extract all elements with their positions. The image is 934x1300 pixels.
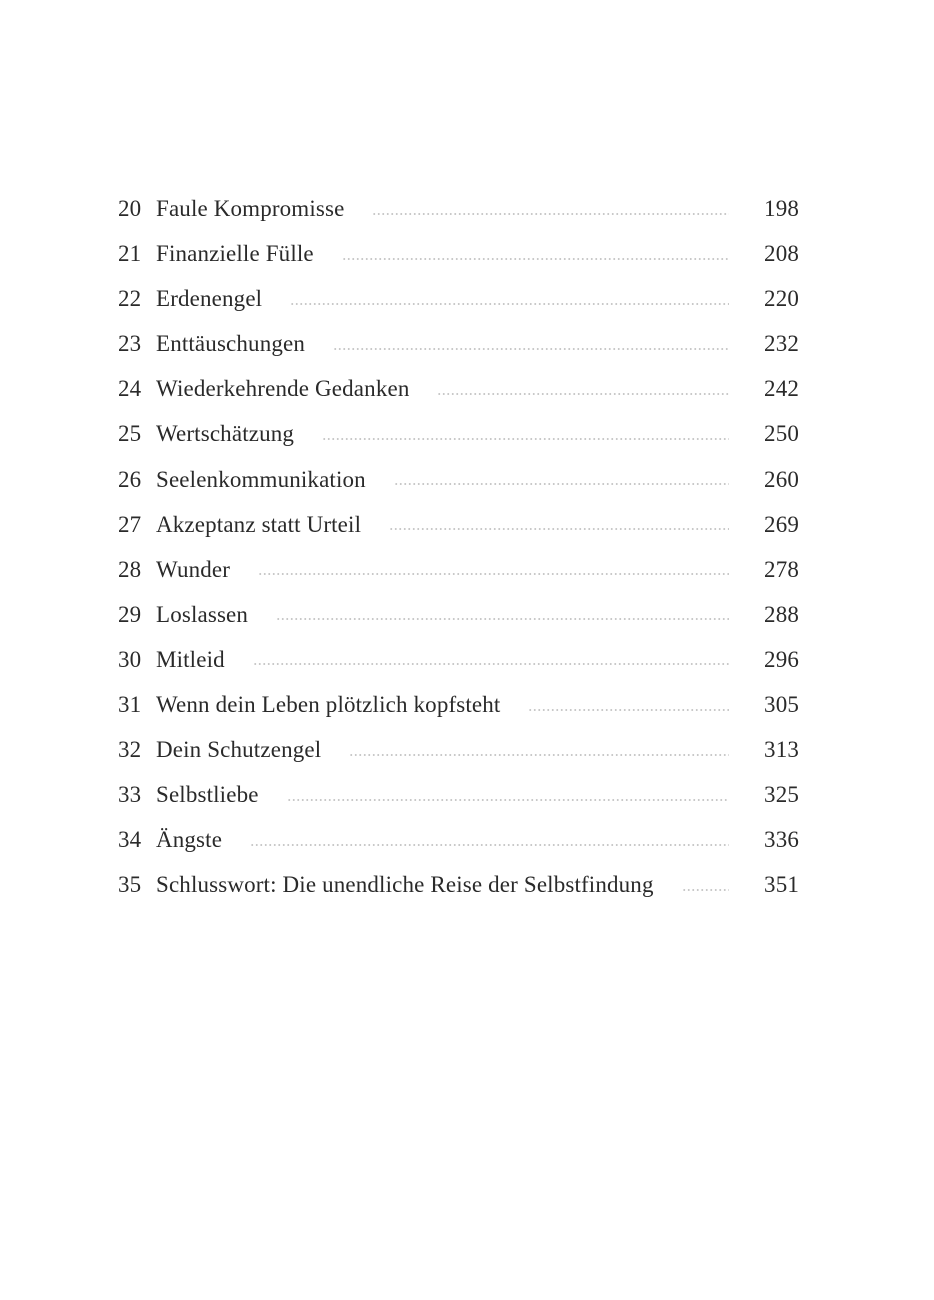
toc-entry [118,411,799,456]
chapter-title: Faule Kompromisse [156,196,345,221]
page-number: 242 [764,376,799,402]
dot-leader [682,889,729,891]
dot-leader [290,303,729,305]
chapter-number: 33 [118,782,142,808]
chapter-number: 21 [118,241,142,267]
chapter-title: Wertschätzung [156,421,295,447]
toc-entry [118,186,799,231]
dot-leader [253,663,729,665]
dot-leader [372,213,729,215]
chapter-title: Wenn dein Leben plötzlich kopfsteht [156,692,501,718]
toc-entry [118,862,799,907]
chapter-number: 30 [118,646,142,672]
chapter-number: 31 [118,692,142,718]
page-number: 296 [764,646,799,672]
chapter-number: 28 [118,556,142,582]
chapter-number: 26 [118,466,142,492]
chapter-title: Seelenkommunikation [156,466,366,492]
page-number: 250 [764,421,799,447]
toc-entry [118,637,799,682]
page-number: 325 [764,782,799,808]
chapter-number: 22 [118,286,142,312]
toc-entry [118,547,799,592]
page-number: 278 [764,556,799,582]
page-number: 288 [764,601,799,627]
chapter-number: 34 [118,827,142,853]
chapter-title: Enttäuschungen [156,331,306,357]
chapter-title: Schlusswort: Die unendliche Reise der Selbstfindung [156,872,654,898]
chapter-number: 35 [118,872,142,898]
page-number: 232 [764,331,799,357]
chapter-title: Wiederkehrende Gedanken [156,376,410,402]
dot-leader [349,754,729,756]
chapter-title: Akzeptanz statt Urteil [156,511,362,537]
dot-leader [528,709,729,711]
chapter-title: Loslassen [156,601,249,627]
dot-leader [287,799,729,801]
chapter-title: Mitleid [156,646,225,672]
chapter-number: 20 [118,196,142,221]
chapter-title: Wunder [156,556,231,582]
page-number: 313 [764,737,799,763]
page-number: 351 [764,872,799,898]
toc-entry [118,682,799,727]
chapter-number: 23 [118,331,142,357]
chapter-number: 24 [118,376,142,402]
toc-entry [118,817,799,862]
chapter-number: 27 [118,511,142,537]
page-number: 269 [764,511,799,537]
chapter-title: Finanzielle Fülle [156,241,314,267]
page-number: 260 [764,466,799,492]
dot-leader [258,573,729,575]
dot-leader [389,528,729,530]
chapter-title: Ängste [156,827,223,853]
dot-leader [394,483,729,485]
dot-leader [333,348,729,350]
dot-leader [437,393,729,395]
page-number: 305 [764,692,799,718]
page-number: 220 [764,286,799,312]
page-number: 198 [764,196,799,221]
chapter-number: 32 [118,737,142,763]
chapter-title: Erdenengel [156,286,263,312]
dot-leader [250,844,729,846]
chapter-title: Dein Schutzengel [156,737,322,763]
dot-leader [276,618,729,620]
table-of-contents [118,186,799,908]
toc-entry [118,592,799,637]
toc-entry [118,276,799,321]
toc-entry [118,727,799,772]
toc-entry [118,366,799,411]
dot-leader [322,438,729,440]
toc-entry [118,231,799,276]
toc-entry [118,772,799,817]
toc-entry [118,321,799,366]
page-number: 336 [764,827,799,853]
chapter-number: 29 [118,601,142,627]
dot-leader [342,258,729,260]
toc-entry [118,457,799,502]
chapter-title: Selbstliebe [156,782,259,808]
page-number: 208 [764,241,799,267]
chapter-number: 25 [118,421,142,447]
toc-entry [118,502,799,547]
